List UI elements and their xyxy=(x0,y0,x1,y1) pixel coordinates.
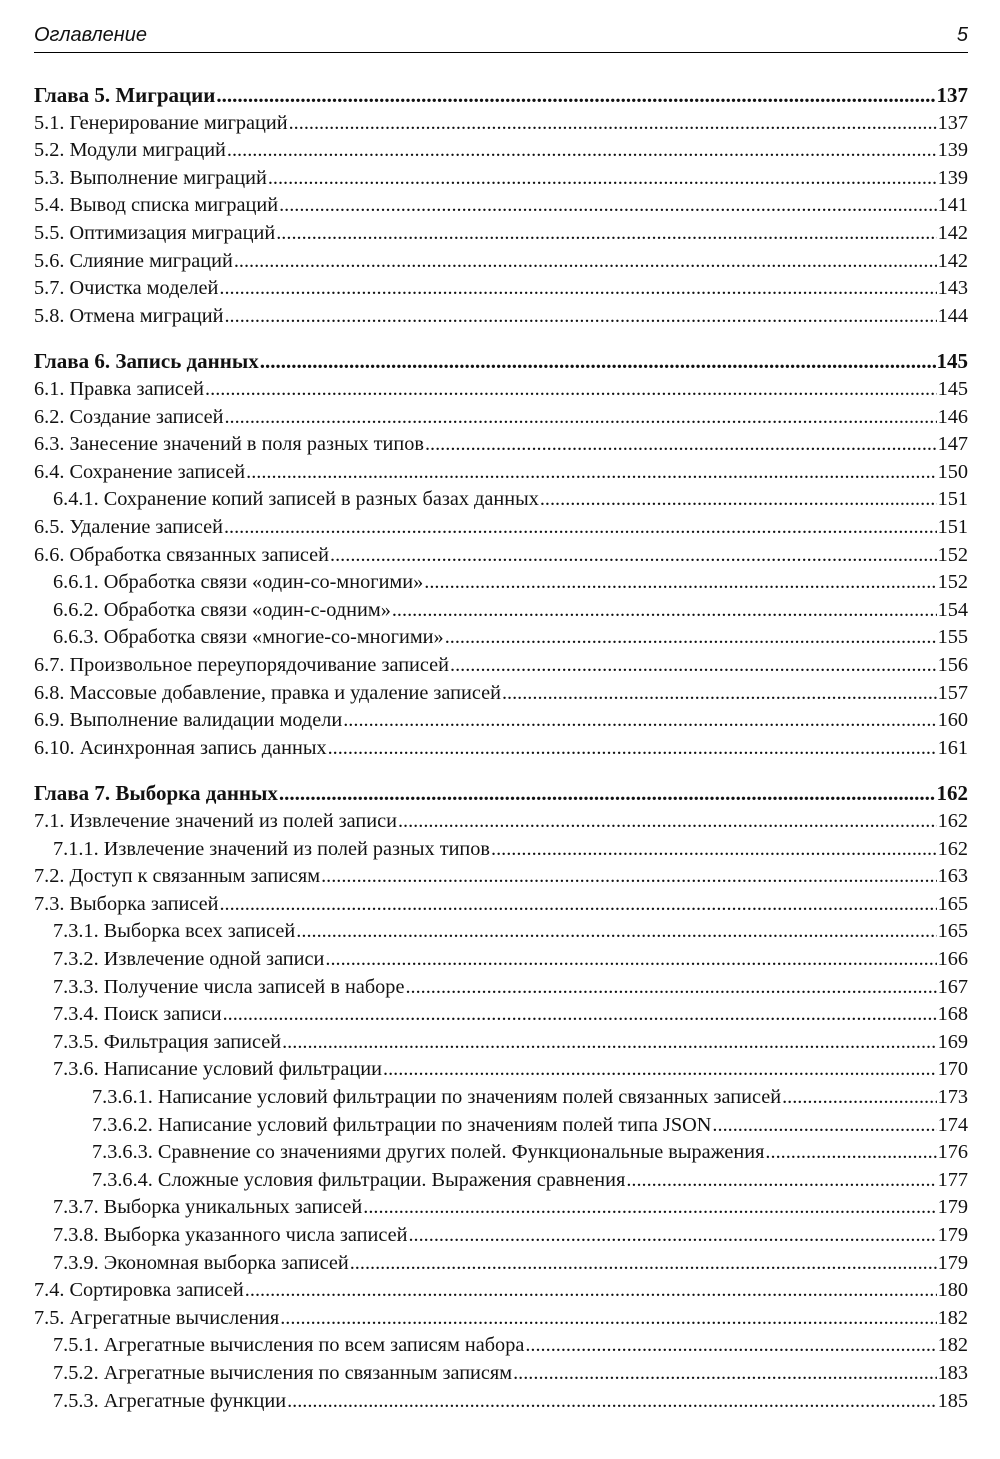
toc-leader-dots xyxy=(216,81,935,109)
toc-entry-page: 185 xyxy=(937,1389,968,1412)
toc-entry-title: 7.4. Сортировка записей xyxy=(34,1279,244,1302)
toc-leader-dots xyxy=(224,302,936,330)
toc-entry-title: 6.5. Удаление записей xyxy=(34,516,223,538)
toc-entry xyxy=(34,1193,968,1221)
toc-entry xyxy=(34,807,968,835)
toc-entry-page: 156 xyxy=(937,654,968,676)
toc-entry-title: 7.3.2. Извлечение одной записи xyxy=(53,948,325,970)
running-head-page-number: 5 xyxy=(956,24,968,46)
toc-leader-dots xyxy=(289,109,937,137)
toc-entry-page: 162 xyxy=(937,810,968,832)
toc-entry-title: Глава 7. Выборка данных xyxy=(34,781,278,806)
toc-leader-dots xyxy=(408,1221,936,1249)
toc-entry xyxy=(34,1387,968,1415)
toc-entry-title: 6.6.3. Обработка связи «многие-со-многими» xyxy=(53,626,444,649)
toc-entry-page: 137 xyxy=(936,83,968,107)
toc-leader-dots xyxy=(321,862,937,890)
toc-entry xyxy=(34,1276,968,1304)
running-head xyxy=(34,22,968,53)
toc-entry xyxy=(34,679,968,707)
toc-leader-dots xyxy=(246,458,936,486)
toc-entry-page: 179 xyxy=(937,1196,968,1219)
toc-entry-page: 146 xyxy=(937,405,968,428)
toc-entry-page: 179 xyxy=(937,1251,968,1274)
toc-entry-page: 139 xyxy=(937,166,968,189)
toc-entry-title: 7.5.1. Агрегатные вычисления по всем записям набора xyxy=(53,1334,525,1357)
toc-entry-title: 7.3.6.3. Сравнение со значениями других полей. Функциональные выражения xyxy=(92,1141,765,1164)
toc-entry-title: 6.6.1. Обработка связи «один-со-многими» xyxy=(53,571,424,594)
toc-entry-page: 179 xyxy=(937,1224,968,1246)
toc-entry-page: 162 xyxy=(936,781,968,806)
toc-entry-page: 141 xyxy=(937,194,968,217)
toc-entry-title: 5.8. Отмена миграций xyxy=(34,304,224,327)
toc-leader-dots xyxy=(282,1028,936,1056)
toc-leader-dots xyxy=(712,1111,936,1139)
toc-leader-dots xyxy=(513,1359,936,1387)
toc-chapter-entry xyxy=(34,779,968,807)
toc-entry xyxy=(34,890,968,918)
toc-leader-dots xyxy=(224,403,936,431)
toc-leader-dots xyxy=(425,430,937,458)
toc-leader-dots xyxy=(765,1138,936,1166)
toc-entry-page: 168 xyxy=(937,1003,968,1026)
toc-leader-dots xyxy=(424,568,936,596)
toc-entry-title: 7.3.8. Выборка указанного числа записей xyxy=(53,1224,408,1246)
toc-entry xyxy=(34,1055,968,1083)
toc-leader-dots xyxy=(330,541,937,569)
toc-entry-page: 142 xyxy=(937,249,968,272)
toc-entry xyxy=(34,1028,968,1056)
toc-entry xyxy=(34,596,968,624)
toc-entry xyxy=(34,513,968,541)
toc-leader-dots xyxy=(219,890,936,918)
toc-entry xyxy=(34,458,968,486)
toc-entry-title: 6.2. Создание записей xyxy=(34,405,224,428)
toc-leader-dots xyxy=(325,945,936,973)
toc-entry-title: 6.9. Выполнение валидации модели xyxy=(34,709,343,732)
toc-entry-page: 173 xyxy=(937,1086,968,1108)
toc-leader-dots xyxy=(280,1304,936,1332)
toc-entry-title: 5.6. Слияние миграций xyxy=(34,249,233,272)
toc-leader-dots xyxy=(205,375,937,403)
toc-entry xyxy=(34,403,968,431)
toc-entry-title: 7.5.2. Агрегатные вычисления по связанным записям xyxy=(53,1362,513,1384)
toc-entry-page: 151 xyxy=(937,488,968,511)
toc-entry-page: 165 xyxy=(937,892,968,915)
toc-leader-dots xyxy=(287,1387,937,1415)
toc-entry-title: 6.6.2. Обработка связи «один-с-одним» xyxy=(53,598,391,621)
running-head-title: Оглавление xyxy=(34,24,148,46)
toc-entry xyxy=(34,219,968,247)
toc-entry xyxy=(34,1000,968,1028)
toc-entry-title: 7.1. Извлечение значений из полей записи xyxy=(34,810,397,832)
toc-entry-page: 183 xyxy=(937,1362,968,1384)
toc-leader-dots xyxy=(268,164,937,192)
toc-entry-title: 6.10. Асинхронная запись данных xyxy=(34,736,327,759)
toc-entry-title: 7.3.6.1. Написание условий фильтрации по значениям полей связанных записей xyxy=(92,1086,782,1108)
toc-entry xyxy=(34,541,968,569)
toc-entry-page: 155 xyxy=(937,626,968,649)
toc-entry-page: 162 xyxy=(937,837,968,860)
toc-leader-dots xyxy=(245,1276,937,1304)
toc-leader-dots xyxy=(445,623,937,651)
toc-chapter-entry xyxy=(34,81,968,109)
toc-entry-title: 6.7. Произвольное переупорядочивание записей xyxy=(34,654,450,676)
toc-entry xyxy=(34,1331,968,1359)
toc-entry-page: 182 xyxy=(937,1306,968,1329)
toc-entry-title: 5.3. Выполнение миграций xyxy=(34,166,267,189)
toc-entry-title: 7.3. Выборка записей xyxy=(34,892,219,915)
toc-entry xyxy=(34,1221,968,1249)
toc-entry-page: 180 xyxy=(937,1279,968,1302)
toc-entry xyxy=(34,164,968,192)
toc-leader-dots xyxy=(363,1193,936,1221)
toc-entry-page: 170 xyxy=(937,1058,968,1081)
toc-entry xyxy=(34,1359,968,1387)
toc-entry xyxy=(34,274,968,302)
toc-leader-dots xyxy=(279,779,936,807)
toc-entry-title: 6.8. Массовые добавление, правка и удаление записей xyxy=(34,681,501,704)
toc-entry xyxy=(34,1083,968,1111)
toc-entry-title: Глава 5. Миграции xyxy=(34,83,216,107)
toc-chapter-entry xyxy=(34,347,968,375)
toc-leader-dots xyxy=(540,485,937,513)
toc-leader-dots xyxy=(383,1055,937,1083)
toc-leader-dots xyxy=(296,917,936,945)
toc-entry-page: 152 xyxy=(937,571,968,594)
toc-entry xyxy=(34,623,968,651)
toc-entry-title: 7.3.1. Выборка всех записей xyxy=(53,920,296,943)
toc-leader-dots xyxy=(260,347,936,375)
toc-entry-title: 7.3.9. Экономная выборка записей xyxy=(53,1251,349,1274)
toc-entry xyxy=(34,1304,968,1332)
toc-entry xyxy=(34,568,968,596)
toc-leader-dots xyxy=(224,513,937,541)
toc-entry xyxy=(34,917,968,945)
toc-leader-dots xyxy=(491,835,937,863)
toc-entry-title: 5.2. Модули миграций xyxy=(34,139,226,162)
toc-leader-dots xyxy=(276,219,936,247)
toc-entry-page: 161 xyxy=(937,736,968,759)
toc-entry-title: Глава 6. Запись данных xyxy=(34,349,259,374)
toc-entry-title: 5.4. Вывод списка миграций xyxy=(34,194,279,217)
toc-entry-page: 167 xyxy=(937,975,968,998)
toc-leader-dots xyxy=(450,651,937,679)
toc-entry-page: 157 xyxy=(937,681,968,704)
toc-entry xyxy=(34,1249,968,1277)
toc-entry-page: 145 xyxy=(936,349,968,374)
toc-entry-page: 143 xyxy=(937,277,968,300)
toc-entry-page: 150 xyxy=(937,460,968,483)
toc-leader-dots xyxy=(502,679,937,707)
toc-entry-page: 165 xyxy=(937,920,968,943)
toc-leader-dots xyxy=(398,807,937,835)
toc-entry-page: 177 xyxy=(937,1168,968,1191)
toc-entry-title: 6.4. Сохранение записей xyxy=(34,460,246,483)
toc-leader-dots xyxy=(219,274,936,302)
toc-entry-page: 154 xyxy=(937,598,968,621)
toc-entry-title: 7.3.3. Получение числа записей в наборе xyxy=(53,975,405,998)
toc-entry xyxy=(34,247,968,275)
toc-entry-title: 7.5. Агрегатные вычисления xyxy=(34,1306,280,1329)
toc-entry-page: 163 xyxy=(937,865,968,888)
toc-entry xyxy=(34,1166,968,1194)
toc-entry-page: 152 xyxy=(937,543,968,566)
toc-entry xyxy=(34,835,968,863)
toc-entry xyxy=(34,485,968,513)
toc-entry-title: 7.1.1. Извлечение значений из полей разных типов xyxy=(53,837,490,860)
toc-entry-title: 7.3.4. Поиск записи xyxy=(53,1003,222,1026)
toc-entry xyxy=(34,706,968,734)
toc-entry xyxy=(34,651,968,679)
toc-entry xyxy=(34,1138,968,1166)
toc-leader-dots xyxy=(227,136,937,164)
toc-entry-title: 5.7. Очистка моделей xyxy=(34,277,219,300)
toc-entry-title: 5.1. Генерирование миграций xyxy=(34,111,288,134)
toc-leader-dots xyxy=(782,1083,937,1111)
toc-leader-dots xyxy=(525,1331,936,1359)
toc-leader-dots xyxy=(234,247,937,275)
toc-entry xyxy=(34,973,968,1001)
toc-entry-title: 6.6. Обработка связанных записей xyxy=(34,543,330,566)
toc-leader-dots xyxy=(626,1166,936,1194)
toc-entry-title: 7.3.6.4. Сложные условия фильтрации. Выражения сравнения xyxy=(92,1168,626,1191)
toc-entry xyxy=(34,375,968,403)
toc-leader-dots xyxy=(350,1249,937,1277)
toc-leader-dots xyxy=(328,734,937,762)
toc-entry-title: 5.5. Оптимизация миграций xyxy=(34,222,276,244)
toc-entry-title: 7.3.7. Выборка уникальных записей xyxy=(53,1196,363,1219)
toc-entry-title: 6.1. Правка записей xyxy=(34,378,205,400)
toc-entry-title: 6.3. Занесение значений в поля разных типов xyxy=(34,433,424,456)
toc-entry-page: 139 xyxy=(937,139,968,162)
toc-entry-title: 7.3.6.2. Написание условий фильтрации по значениям полей типа JSON xyxy=(92,1113,712,1136)
toc-entry-title: 7.3.6. Написание условий фильтрации xyxy=(53,1058,382,1081)
toc-entry xyxy=(34,862,968,890)
toc-entry-page: 166 xyxy=(937,948,968,970)
toc-entry-page: 176 xyxy=(937,1141,968,1164)
toc-entry-page: 142 xyxy=(937,222,968,244)
toc-entry-page: 137 xyxy=(937,111,968,134)
toc-entry xyxy=(34,945,968,973)
toc-entry xyxy=(34,734,968,762)
toc-entry-page: 151 xyxy=(937,516,968,538)
toc-leader-dots xyxy=(279,191,937,219)
toc-entry-title: 7.3.5. Фильтрация записей xyxy=(53,1030,282,1053)
toc-entry xyxy=(34,191,968,219)
toc-entry xyxy=(34,1111,968,1139)
toc-entry-page: 182 xyxy=(937,1334,968,1357)
toc-entry xyxy=(34,302,968,330)
toc-entry-page: 160 xyxy=(937,709,968,732)
toc-entry-title: 7.5.3. Агрегатные функции xyxy=(53,1389,287,1412)
toc-entry xyxy=(34,109,968,137)
toc-leader-dots xyxy=(392,596,937,624)
toc-entry-title: 6.4.1. Сохранение копий записей в разных базах данных xyxy=(53,488,539,511)
toc-leader-dots xyxy=(405,973,936,1001)
toc-entry-page: 169 xyxy=(937,1030,968,1053)
toc-entry-page: 144 xyxy=(937,304,968,327)
toc-entry-page: 147 xyxy=(937,433,968,456)
toc-entry xyxy=(34,136,968,164)
toc-leader-dots xyxy=(343,706,936,734)
toc-entry xyxy=(34,430,968,458)
toc-entry-title: 7.2. Доступ к связанным записям xyxy=(34,865,321,888)
toc-leader-dots xyxy=(223,1000,937,1028)
toc-entry-page: 174 xyxy=(937,1113,968,1136)
toc-entry-page: 145 xyxy=(937,378,968,400)
